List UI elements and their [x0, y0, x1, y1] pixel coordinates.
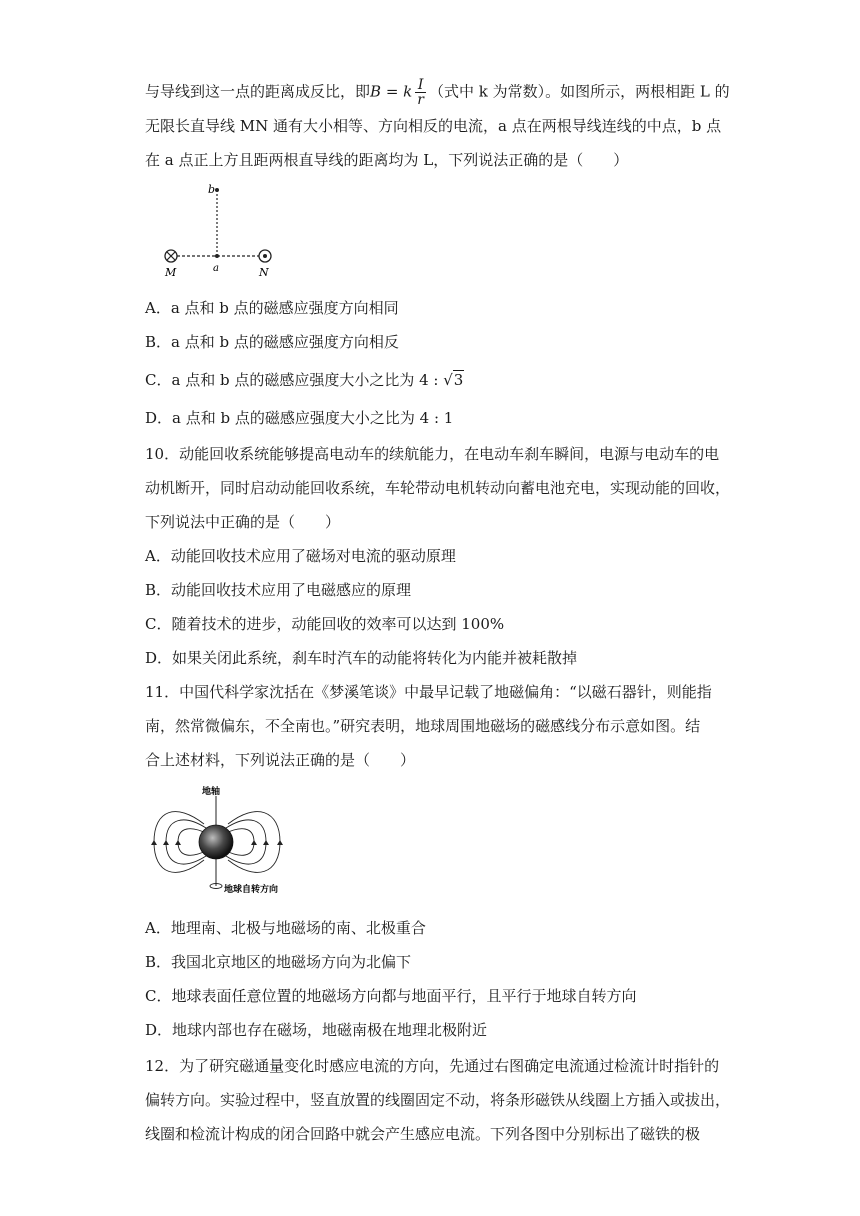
wire-N-dot-icon: [259, 250, 271, 262]
q9-option-d: D．a 点和 b 点的磁感应强度大小之比为 4 : 1: [145, 409, 454, 427]
formula-B: B: [370, 82, 382, 101]
q10-option-d: D．如果关闭此系统，刹车时汽车的动能将转化为内能并被耗散掉: [145, 649, 578, 667]
q11-option-c: C．地球表面任意位置的地磁场方向都与地面平行，且平行于地球自转方向: [145, 987, 637, 1005]
sqrt-radicand: 3: [453, 371, 464, 389]
earth-magnetic-field-figure: [148, 782, 288, 902]
q12-line-1: 12．为了研究磁通量变化时感应电流的方向，先通过右图确定电流通过检流计时指针的: [145, 1057, 720, 1075]
label-earth-rotation: 地球自转方向: [224, 885, 279, 895]
formula-k: k: [403, 82, 413, 101]
q10-option-c: C．随着技术的进步，动能回收的效率可以达到 100%: [145, 615, 505, 633]
q9-line-3: 在 a 点正上方且距两根直导线的距离均为 L，下列说法正确的是（ ）: [145, 151, 629, 169]
q9-option-c: [145, 370, 464, 390]
q11-line-1: 11．中国代科学家沈括在《梦溪笔谈》中最早记载了地磁偏角：“以磁石器针，则能指: [145, 683, 712, 701]
formula-denominator: r: [417, 92, 424, 108]
q12-line-3: 线圈和检流计构成的闭合回路中就会产生感应电流。下列各图中分别标出了磁铁的极: [145, 1125, 701, 1143]
point-b: [215, 188, 219, 192]
q10-line-1: 10．动能回收系统能够提高电动车的续航能力，在电动车刹车瞬间，电源与电动车的电: [145, 445, 720, 463]
wire-M-cross-icon: [165, 250, 177, 262]
q9-option-c-text: C．a 点和 b 点的磁感应强度大小之比为 4 :: [145, 371, 444, 389]
q10-line-2: 动机断开，同时启动动能回收系统，车轮带动电机转动向蓄电池充电，实现动能的回收，: [145, 479, 731, 497]
q9-option-b: B．a 点和 b 点的磁感应强度方向相反: [145, 333, 399, 351]
q9-option-a: A．a 点和 b 点的磁感应强度方向相同: [145, 299, 399, 317]
label-M: M: [165, 266, 177, 279]
q9-line-2: 无限长直导线 MN 通有大小相等、方向相反的电流，a 点在两根导线连线的中点，b 点: [145, 117, 722, 135]
point-a: [215, 254, 219, 258]
q12-line-2: 偏转方向。实验过程中，竖直放置的线圈固定不动，将条形磁铁从线圈上方插入或拔出，: [145, 1091, 731, 1109]
q9-line-1-text: 与导线到这一点的距离成反比，即: [145, 82, 371, 101]
formula-fraction: [415, 78, 426, 107]
earth-globe-icon: [199, 825, 233, 859]
label-N: N: [259, 266, 269, 279]
q10-line-3: 下列说法中正确的是（ ）: [145, 513, 341, 531]
two-wires-figure: [155, 180, 285, 280]
q9-line-1-tail: （式中 k 为常数）。如图所示，两根相距 L 的: [428, 82, 730, 101]
q11-line-3: 合上述材料，下列说法正确的是（ ）: [145, 751, 416, 769]
label-a: a: [213, 263, 219, 274]
q11-option-b: B．我国北京地区的地磁场方向为北偏下: [145, 953, 412, 971]
label-b: b: [208, 183, 216, 196]
q9-line-1: [145, 78, 730, 107]
q11-line-2: 南，然常微偏东，不全南也。”研究表明，地球周围地磁场的磁感线分布示意如图。结: [145, 717, 701, 735]
formula-numerator: I: [415, 78, 426, 93]
label-earth-axis: 地轴: [202, 787, 221, 797]
q10-option-a: A．动能回收技术应用了磁场对电流的驱动原理: [145, 547, 456, 565]
formula-equals: =: [381, 82, 404, 101]
sqrt-symbol: √3: [443, 371, 464, 389]
q11-option-d: D．地球内部也存在磁场，地磁南极在地理北极附近: [145, 1021, 488, 1039]
q10-option-b: B．动能回收技术应用了电磁感应的原理: [145, 581, 412, 599]
q11-option-a: A．地理南、北极与地磁场的南、北极重合: [145, 919, 426, 937]
